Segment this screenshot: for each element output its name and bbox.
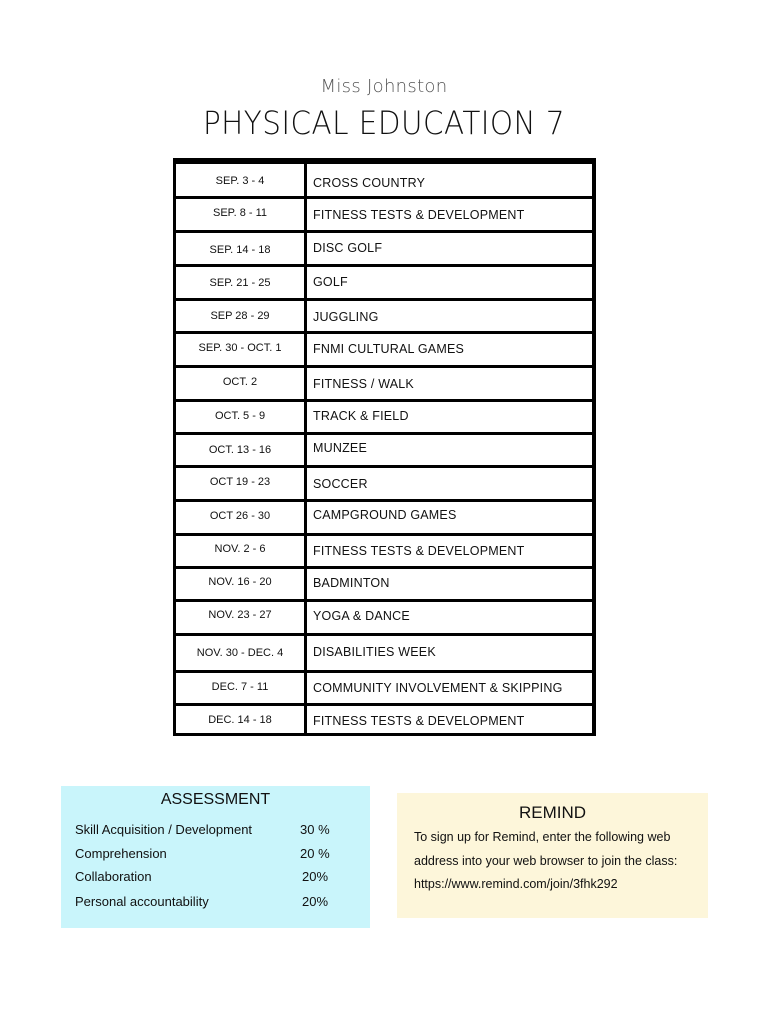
row-unit: JUGGLING [313,310,379,324]
row-unit: TRACK & FIELD [313,409,409,423]
row-unit: DISC GOLF [313,241,383,255]
assessment-percent: 20 % [300,846,330,861]
assessment-criterion: Collaboration [75,869,152,884]
row-date: SEP. 14 - 18 [209,244,271,256]
row-unit: DISABILITIES WEEK [313,645,436,659]
row-unit: GOLF [313,275,348,289]
page-title: PHYSICAL EDUCATION 7 [202,104,566,142]
row-unit: CROSS COUNTRY [313,176,426,190]
row-unit: MUNZEE [313,441,367,455]
teacher-name: Miss Johnston [320,76,448,97]
row-unit: FITNESS TESTS & DEVELOPMENT [313,208,525,222]
table-row [176,465,592,499]
table-row [176,161,592,196]
row-unit: FITNESS TESTS & DEVELOPMENT [313,544,525,558]
assessment-percent: 30 % [300,822,330,837]
table-row [176,566,592,599]
row-date: SEP 28 - 29 [210,310,270,322]
assessment-title: ASSESSMENT [160,791,271,808]
row-date: DEC. 14 - 18 [208,714,272,726]
row-unit: CAMPGROUND GAMES [313,508,457,522]
assessment-percent: 20% [302,894,329,909]
row-date: SEP. 8 - 11 [212,207,268,219]
row-date: NOV. 2 - 6 [214,543,266,555]
table-row [176,432,592,465]
row-date: DEC. 7 - 11 [211,681,269,693]
row-date: SEP. 21 - 25 [209,277,271,289]
table-row [176,264,592,298]
row-unit: BADMINTON [313,576,390,590]
row-date: OCT. 13 - 16 [208,444,272,456]
table-row [176,399,592,432]
table-row [176,331,592,365]
row-unit: FITNESS / WALK [313,377,414,391]
row-date: OCT. 5 - 9 [214,410,266,422]
row-date: OCT. 2 [222,376,258,388]
row-date: OCT 26 - 30 [209,510,271,522]
table-row [176,599,592,633]
row-date: SEP. 3 - 4 [215,175,265,187]
row-unit: FITNESS TESTS & DEVELOPMENT [313,714,525,728]
table-row [176,633,592,670]
table-row [176,533,592,566]
row-date: OCT 19 - 23 [209,476,271,488]
assessment-percent: 20% [302,869,329,884]
assessment-box [61,786,370,928]
row-unit: SOCCER [313,477,368,491]
table-row [176,230,592,264]
assessment-criterion: Personal accountability [75,894,209,909]
row-date: SEP. 30 - OCT. 1 [198,342,282,354]
assessment-criterion: Comprehension [75,846,167,861]
table-row [176,365,592,399]
assessment-criterion: Skill Acquisition / Development [75,822,253,837]
row-unit: YOGA & DANCE [313,609,410,623]
table-row [176,298,592,331]
row-unit: FNMI CULTURAL GAMES [313,342,465,356]
table-row [176,703,592,736]
schedule-table [173,158,596,736]
row-unit: COMMUNITY INVOLVEMENT & SKIPPING [313,681,563,695]
remind-title: REMIND [518,803,587,822]
row-date: NOV. 23 - 27 [208,609,272,621]
remind-box [397,793,708,918]
table-row [176,196,592,230]
row-date: NOV. 30 - DEC. 4 [196,647,284,659]
remind-instructions: To sign up for Remind, enter the following web address into your web browser to join the class: https://www.remind.com/join/3fhk292 [414,830,678,891]
table-row [176,499,592,533]
row-date: NOV. 16 - 20 [208,576,272,588]
table-row [176,670,592,703]
